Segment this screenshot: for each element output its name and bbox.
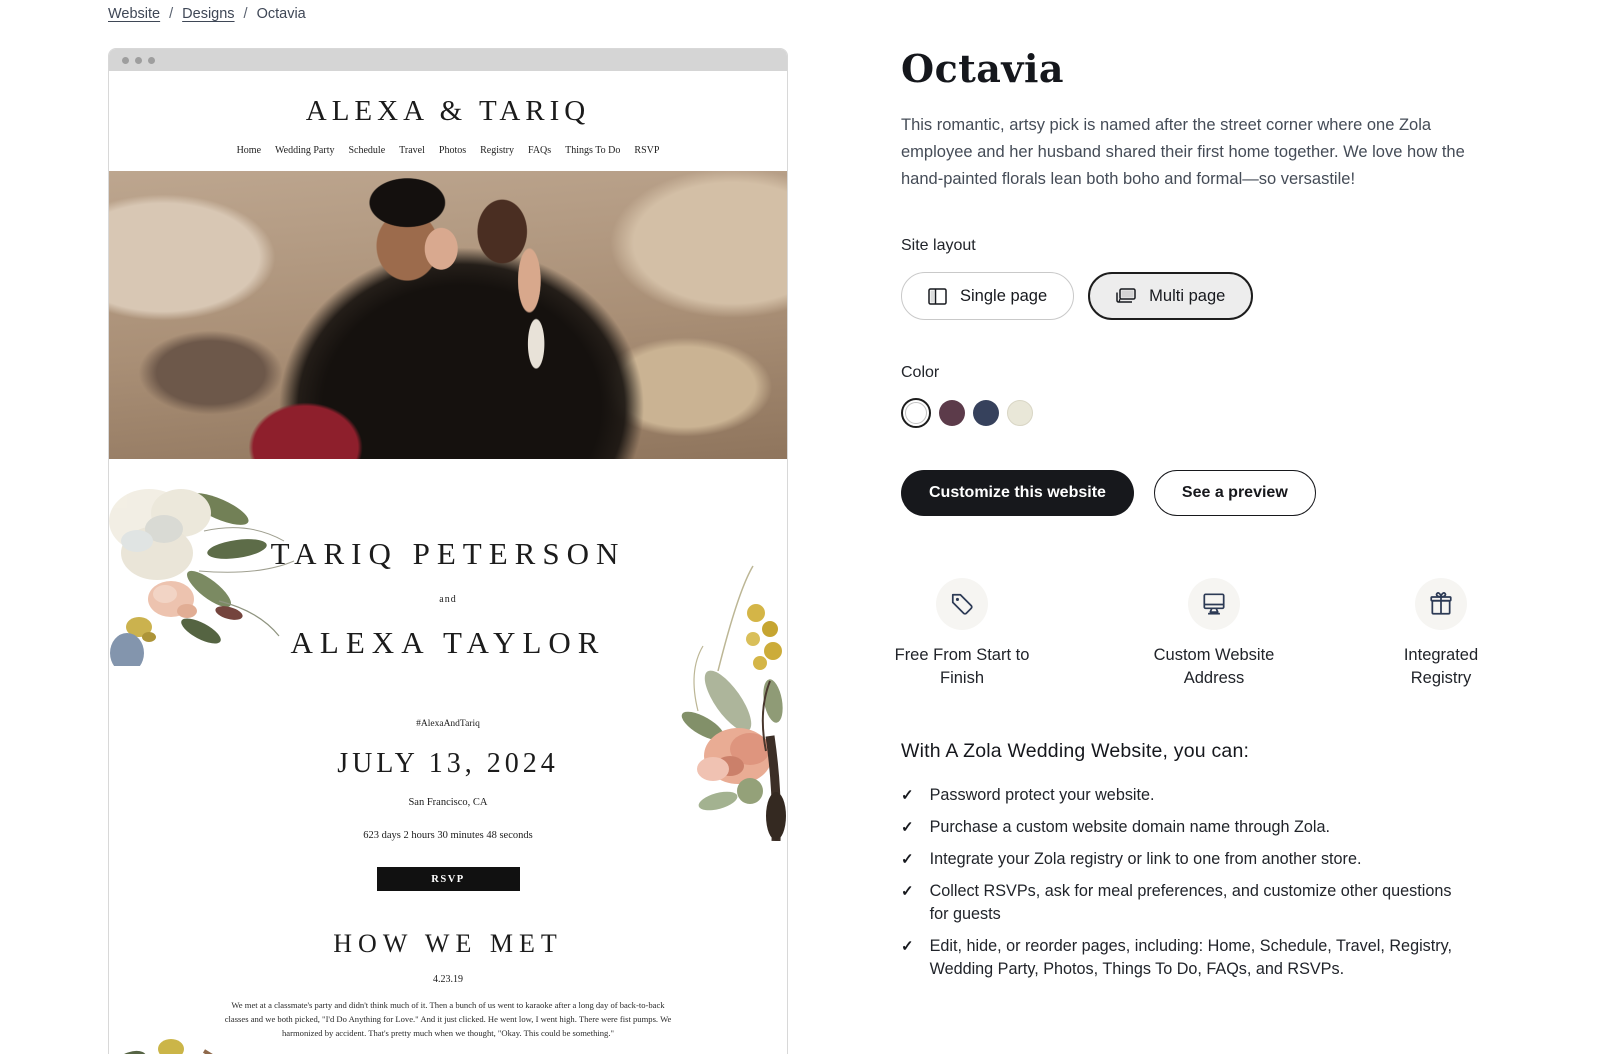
- benefit-text: Password protect your website.: [929, 786, 1155, 804]
- preview-partner1-name: TARIQ PETERSON: [270, 536, 626, 571]
- color-swatch-white-selected[interactable]: [901, 398, 931, 428]
- feature-custom-address: [1129, 578, 1299, 690]
- multi-page-button[interactable]: [1088, 272, 1253, 320]
- preview-and-label: and: [439, 594, 457, 605]
- page-title: Octavia: [901, 46, 1065, 91]
- preview-how-we-met-title: HOW WE MET: [333, 929, 563, 958]
- benefit-item: [901, 848, 1457, 871]
- preview-wedding-location: San Francisco, CA: [408, 797, 488, 808]
- single-page-button[interactable]: [901, 272, 1074, 320]
- preview-rsvp-button[interactable]: RSVP: [377, 867, 520, 891]
- benefit-text: Edit, hide, or reorder pages, including: Home, Schedule, Travel, Registry, Wedding Party, Photos, Things To Do, FAQs, and RSVPs.: [929, 937, 1453, 978]
- see-preview-button[interactable]: See a preview: [1154, 470, 1316, 516]
- benefits-list: [901, 784, 1501, 981]
- preview-partner2-name: ALEXA TAYLOR: [290, 625, 606, 660]
- breadcrumb-link-designs[interactable]: Designs: [182, 6, 235, 22]
- preview-wedding-date: JULY 13, 2024: [337, 748, 559, 779]
- preview-site-header: [109, 71, 787, 156]
- breadcrumb-current: Octavia: [256, 6, 306, 22]
- feature-highlights: [894, 578, 1487, 690]
- preview-nav-faqs[interactable]: FAQs: [528, 145, 552, 156]
- preview-site-title: ALEXA & TARIQ: [305, 95, 591, 127]
- breadcrumb-separator: /: [243, 6, 248, 22]
- breadcrumb-separator: /: [169, 6, 174, 22]
- template-details-panel: [894, 46, 1501, 990]
- color-swatch-white: [905, 402, 927, 424]
- feature-registry: [1381, 578, 1501, 690]
- single-page-label: Single page: [960, 286, 1048, 305]
- breadcrumb: [108, 6, 306, 22]
- feature-free: [877, 578, 1047, 690]
- check-icon: ✓: [901, 819, 914, 836]
- browser-dot-icon: [135, 57, 142, 64]
- preview-nav-photos[interactable]: Photos: [438, 145, 467, 156]
- template-description: This romantic, artsy pick is named after the street corner where one Zola employee and her husband shared their first home together. We love how the hand-painted florals lean both boho and formal—so versastile!: [901, 116, 1465, 188]
- browser-dot-icon: [148, 57, 155, 64]
- monitor-icon: [1188, 578, 1240, 630]
- preview-nav-home[interactable]: Home: [236, 145, 262, 156]
- site-layout-options: [901, 272, 1501, 320]
- multi-page-icon: [1116, 288, 1136, 305]
- color-swatch-burgundy[interactable]: [939, 400, 965, 426]
- site-layout-label: Site layout: [901, 237, 976, 254]
- preview-nav-rsvp[interactable]: RSVP: [634, 145, 660, 156]
- benefit-item: [901, 784, 1457, 807]
- preview-nav-schedule[interactable]: Schedule: [348, 145, 386, 156]
- browser-dot-icon: [122, 57, 129, 64]
- preview-how-we-met-story: We met at a classmate's party and didn't think much of it. Then a bunch of us went to karaoke after a long day of back-to-back classes and we both picked, "I'd Do Anything for Love." And it just clicked. He went low, I went high. There were fist pumps. We harmonized by accident. That's pretty much when we thought, "Okay. This could be something.": [224, 1000, 672, 1038]
- breadcrumb-link-website[interactable]: Website: [108, 6, 161, 22]
- gift-icon: [1415, 578, 1467, 630]
- check-icon: ✓: [901, 851, 914, 868]
- preview-wedding-hashtag: #AlexaAndTariq: [416, 719, 480, 729]
- benefit-item: [901, 880, 1457, 926]
- template-preview-frame: [108, 48, 788, 1054]
- preview-nav-things-to-do[interactable]: Things To Do: [565, 145, 621, 156]
- preview-countdown: 623 days 2 hours 30 minutes 48 seconds: [363, 830, 533, 841]
- color-swatch-navy[interactable]: [973, 400, 999, 426]
- tag-icon: [936, 578, 988, 630]
- benefit-text: Collect RSVPs, ask for meal preferences, and customize other questions for guests: [929, 882, 1452, 923]
- benefit-text: Purchase a custom website domain name through Zola.: [929, 818, 1330, 836]
- multi-page-label: Multi page: [1149, 286, 1226, 305]
- cta-buttons: [901, 470, 1501, 516]
- preview-nav-wedding-party[interactable]: Wedding Party: [275, 145, 335, 156]
- feature-custom-address-label: Custom Website Address: [1153, 646, 1275, 687]
- preview-how-we-met-date: 4.23.19: [433, 974, 463, 985]
- customize-website-button[interactable]: Customize this website: [901, 470, 1134, 516]
- color-swatch-cream[interactable]: [1007, 400, 1033, 426]
- single-page-icon: [928, 288, 947, 305]
- browser-titlebar: [109, 49, 787, 71]
- preview-nav-registry[interactable]: Registry: [480, 145, 515, 156]
- preview-site-nav: [109, 145, 787, 156]
- benefit-item: [901, 935, 1457, 981]
- benefits-title: With A Zola Wedding Website, you can:: [901, 740, 1250, 762]
- preview-invite-section: [109, 459, 787, 1038]
- feature-free-label: Free From Start to Finish: [894, 646, 1030, 687]
- preview-nav-travel[interactable]: Travel: [399, 145, 425, 156]
- benefit-item: [901, 816, 1457, 839]
- check-icon: ✓: [901, 883, 914, 900]
- check-icon: ✓: [901, 787, 914, 804]
- check-icon: ✓: [901, 938, 914, 955]
- benefit-text: Integrate your Zola registry or link to one from another store.: [929, 850, 1362, 868]
- couple-photo: [109, 171, 787, 459]
- feature-registry-label: Integrated Registry: [1403, 646, 1479, 687]
- color-swatches: [901, 398, 1501, 428]
- color-label: Color: [901, 364, 940, 381]
